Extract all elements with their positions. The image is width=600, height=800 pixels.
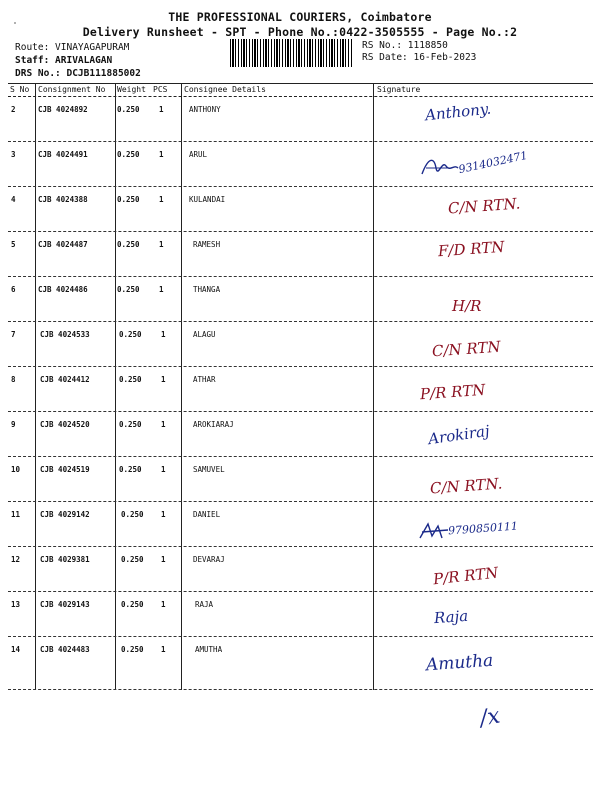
document-subtitle: Delivery Runsheet - SPT - Phone No.:0422-3505555 - Page No.:2 xyxy=(82,25,518,39)
row-sno: 12 xyxy=(11,555,21,564)
row-consignee: ANTHONY xyxy=(189,105,221,114)
row-pcs: 1 xyxy=(159,150,164,159)
row-weight: 0.250 xyxy=(117,150,140,159)
table-row xyxy=(0,502,600,547)
col-header-consignee: Consignee Details xyxy=(184,85,266,94)
row-consignment: CJB 4024388 xyxy=(38,195,88,204)
col-header-signature: Signature xyxy=(377,85,421,94)
handwritten-remark: P/R RTN xyxy=(419,380,486,404)
row-sno: 10 xyxy=(11,465,21,474)
row-consignment: CJB 4029142 xyxy=(40,510,90,519)
table-row xyxy=(0,637,600,682)
row-consignee: RAMESH xyxy=(193,240,221,249)
table-row xyxy=(0,277,600,322)
rs-number: RS No.: 1118850 xyxy=(362,40,448,51)
table-row xyxy=(0,412,600,457)
row-consignee: ARUL xyxy=(189,150,208,159)
row-pcs: 1 xyxy=(161,555,166,564)
row-pcs: 1 xyxy=(161,645,166,654)
row-consignee: SAMUVEL xyxy=(193,465,225,474)
row-consignment: CJB 4024486 xyxy=(38,285,88,294)
row-sno: 11 xyxy=(11,510,21,519)
row-consignment: CJB 4024483 xyxy=(40,645,90,654)
row-divider xyxy=(8,689,593,690)
table-row xyxy=(0,187,600,232)
row-weight: 0.250 xyxy=(121,510,144,519)
row-pcs: 1 xyxy=(161,600,166,609)
table-row xyxy=(0,232,600,277)
handwritten-remark: F/D RTN xyxy=(437,237,505,261)
row-pcs: 1 xyxy=(161,465,166,474)
row-consignee: AROKIARAJ xyxy=(193,420,234,429)
row-pcs: 1 xyxy=(159,240,164,249)
row-sno: 9 xyxy=(11,420,16,429)
handwritten-remark: C/N RTN xyxy=(431,337,502,361)
handwritten-phone: 9790850111 xyxy=(447,519,519,538)
row-consignment: CJB 4024519 xyxy=(40,465,90,474)
row-pcs: 1 xyxy=(161,510,166,519)
row-consignee: ALAGU xyxy=(193,330,216,339)
row-weight: 0.250 xyxy=(117,105,140,114)
row-sno: 4 xyxy=(11,195,16,204)
row-weight: 0.250 xyxy=(119,465,142,474)
document-title: THE PROFESSIONAL COURIERS, Coimbatore xyxy=(168,10,432,24)
col-header-pcs: PCS xyxy=(153,85,168,94)
table-row xyxy=(0,367,600,412)
row-sno: 5 xyxy=(11,240,16,249)
row-weight: 0.250 xyxy=(119,420,142,429)
row-sno: 3 xyxy=(11,150,16,159)
handwritten-remark: C/N RTN. xyxy=(429,474,503,498)
row-consignment: CJB 4024520 xyxy=(40,420,90,429)
row-pcs: 1 xyxy=(161,330,166,339)
row-consignee: DANIEL xyxy=(193,510,221,519)
row-consignment: CJB 4024533 xyxy=(40,330,90,339)
row-consignment: CJB 4024892 xyxy=(38,105,88,114)
handwritten-phone: 9314032471 xyxy=(457,148,529,177)
col-header-sno: S No xyxy=(10,85,30,94)
row-weight: 0.250 xyxy=(119,330,142,339)
row-weight: 0.250 xyxy=(117,195,140,204)
row-pcs: 1 xyxy=(159,105,164,114)
handwritten-remark: H/R xyxy=(452,297,482,315)
col-header-weight: Weight xyxy=(117,85,146,94)
row-sno: 8 xyxy=(11,375,16,384)
handwritten-remark: P/R RTN xyxy=(432,563,500,589)
row-consignment: CJB 4024491 xyxy=(38,150,88,159)
handwritten-signature: Raja xyxy=(433,606,469,628)
row-consignee: RAJA xyxy=(195,600,214,609)
table-row xyxy=(0,547,600,592)
handwritten-remark: C/N RTN. xyxy=(447,194,521,218)
route-label: Route: VINAYAGAPURAM xyxy=(15,42,130,53)
table-row xyxy=(0,457,600,502)
barcode xyxy=(230,39,352,67)
staff-label: Staff: ARIVALAGAN xyxy=(15,55,113,66)
row-consignment: CJB 4029143 xyxy=(40,600,90,609)
handwritten-signature: Arokiraj xyxy=(427,421,491,449)
row-consignee: AMUTHA xyxy=(195,645,223,654)
drs-number: DRS No.: DCJB111885002 xyxy=(15,68,141,79)
table-row xyxy=(0,97,600,142)
row-consignment: CJB 4024412 xyxy=(40,375,90,384)
row-weight: 0.250 xyxy=(117,285,140,294)
table-row xyxy=(0,592,600,637)
handwritten-signature: Amutha xyxy=(425,650,494,676)
signature-scribble-icon xyxy=(420,154,460,180)
row-weight: 0.250 xyxy=(121,645,144,654)
row-consignment: CJB 4024487 xyxy=(38,240,88,249)
row-consignment: CJB 4029381 xyxy=(40,555,90,564)
row-weight: 0.250 xyxy=(121,600,144,609)
row-consignee: ATHAR xyxy=(193,375,216,384)
col-header-consignment: Consignment No xyxy=(38,85,106,94)
row-sno: 13 xyxy=(11,600,21,609)
signature-scribble-icon xyxy=(418,520,452,542)
row-sno: 14 xyxy=(11,645,21,654)
handwritten-signature: Anthony. xyxy=(424,99,492,125)
row-sno: 6 xyxy=(11,285,16,294)
row-pcs: 1 xyxy=(161,420,166,429)
table-row xyxy=(0,142,600,187)
row-sno: 7 xyxy=(11,330,16,339)
row-consignee: KULANDAI xyxy=(189,195,226,204)
row-weight: 0.250 xyxy=(119,375,142,384)
row-pcs: 1 xyxy=(161,375,166,384)
row-weight: 0.250 xyxy=(121,555,144,564)
row-consignee: DEVARAJ xyxy=(193,555,225,564)
table-top-rule xyxy=(8,83,593,84)
row-consignee: THANGA xyxy=(193,285,221,294)
row-sno: 2 xyxy=(11,105,16,114)
row-pcs: 1 xyxy=(159,285,164,294)
row-weight: 0.250 xyxy=(117,240,140,249)
table-row xyxy=(0,322,600,367)
row-pcs: 1 xyxy=(159,195,164,204)
rs-date: RS Date: 16-Feb-2023 xyxy=(362,52,477,63)
runsheet-page: THE PROFESSIONAL COURIERS, Coimbatore Delivery Runsheet - SPT - Phone No.:0422-3505555 - Page No.:2 Route: VINAYAGAPURAM Staff: ARIVALAGAN DRS No.: DCJB111885002 RS No.: 1118850 RS Date: 16-Feb-2023 S No Consignment No Weight PCS Consignee Details Signature 2 CJB 4024892 0.250 1 ANTHONY Anthony. 3 CJB 4024491 0.250 1 ARUL 9314032471 4 CJB 4024388 0.250 1 KULANDAI C/N RTN. 5 CJB 4024487 0.250 1 RAMESH F/D RTN 6 CJB 4024486 0.250 1 THANGA H/R 7 CJB 4024533 0.250 1 ALAGU C/N RTN 8 CJB 4024412 0.250 1 ATHAR P/R RTN 9 CJB 4024520 0.250 1 AROKIARAJ Arokiraj 10 CJB 4024519 0.250 1 SAMUVEL C/N RTN. 11 CJB 4029142 0.250 1 DANIEL 9790850111 12 CJB 4029381 0.250 1 DEVARAJ P/R RTN 13 CJB 4029143 0.250 1 RAJA Raja 14 CJB 4024483 0.250 1 AMUTHA Amutha /x xyxy=(0,0,600,800)
